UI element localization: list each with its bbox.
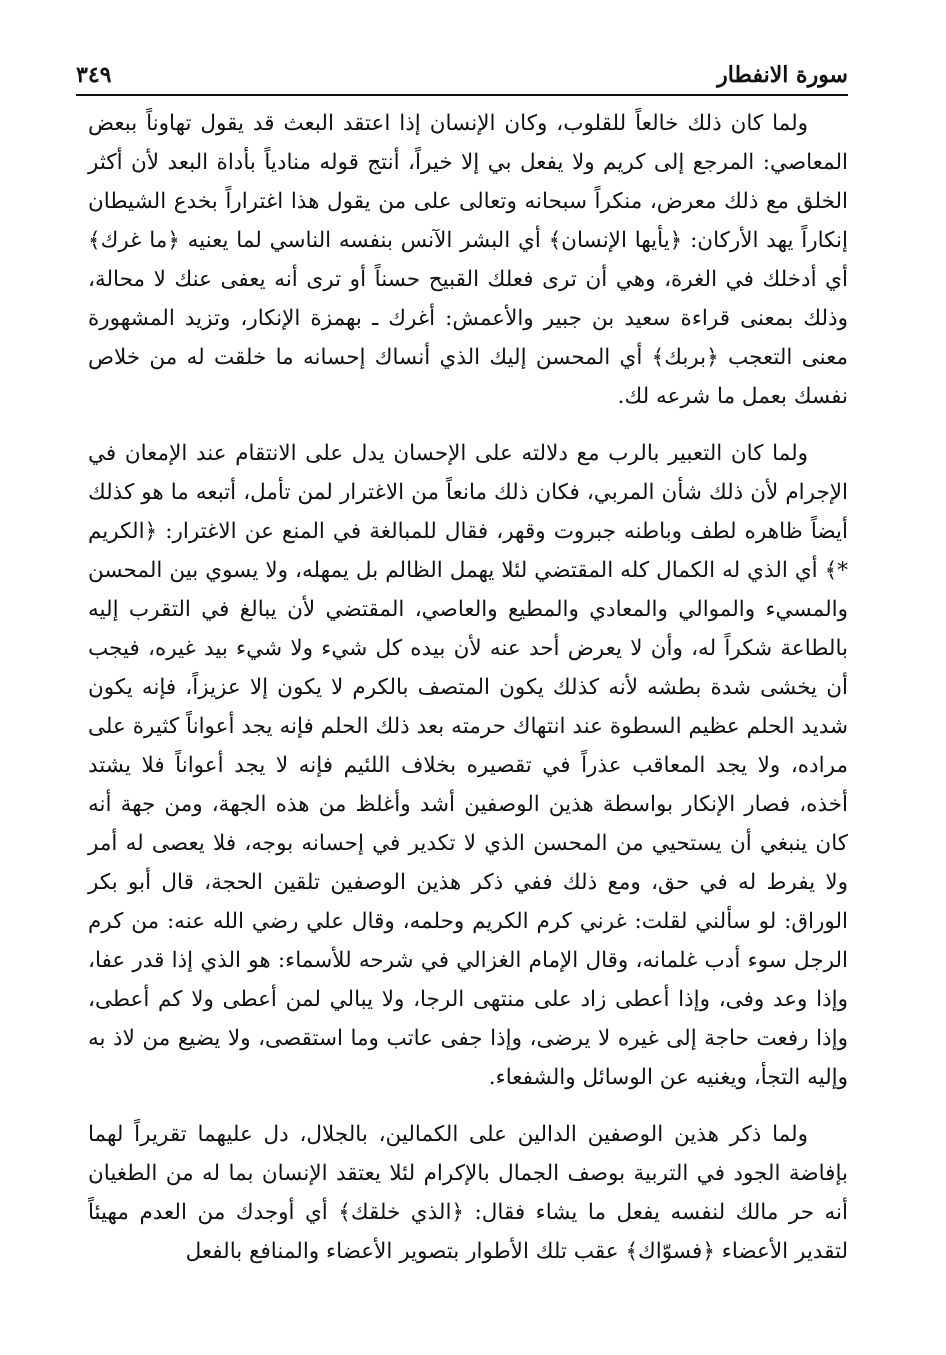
paragraph: ولما كان ذلك خالعاً للقلوب، وكان الإنسان إذا اعتقد البعث قد يقول تهاوناً ببعض المعاصي: المرجع إلى كريم ولا يفعل بي إلا خيراً، أنتج قوله منادياً بأداة البعد لأن أكثر الخلق مع ذلك معرض، منكراً سبحانه وتعالى على من يقول هذا اغتراراً بخدع الشيطان إنكاراً يهد الأركان: ﴿يأيها الإنسان﴾ أي البشر الآنس بنفسه الناسي لما يعنيه ﴿ما غرك﴾ أي أدخلك في الغرة، وهي أن ترى فعلك القبيح حسناً أو ترى أنه يعفى عنك لا محالة، وذلك بمعنى قراءة سعيد بن جبير والأعمش: أغرك ـ بهمزة الإنكار، وتزيد المشهورة معنى التعجب ﴿بربك﴾ أي المحسن إليك الذي أنساك إحسانه ما خلقت له من خلاص نفسك بعمل ما شرعه لك.	[88, 111, 848, 409]
body-text	[88, 104, 848, 1271]
surah-title: سورة الانفطار	[717, 62, 848, 88]
header-rule	[76, 94, 848, 96]
paragraph: ولما كان التعبير بالرب مع دلالته على الإحسان يدل على الانتقام عند الإمعان في الإجرام لأن ذلك شأن المربي، فكان ذلك مانعاً من الاغترار لمن تأمل، أتبعه ما هو كذلك أيضاً ظاهره لطف وباطنه جبروت وقهر، فقال للمبالغة في المنع عن الاغترار: ﴿الكريم *﴾ أي الذي له الكمال كله المقتضي لئلا يهمل الظالم بل يمهله، ولا يسوي بين المحسن والمسيء والموالي والمعادي والمطيع والعاصي، المقتضي لأن يبالغ في التقرب إليه بالطاعة شكراً له، وأن لا يعرض أحد عنه لأن بيده كل شيء ولا شيء بيد غيره، فيجب أن يخشى شدة بطشه لأنه كذلك يكون المتصف بالكرم لا يكون إلا عزيزاً، فإنه يكون شديد الحلم عظيم السطوة عند انتهاك حرمته بعد ذلك الحلم فإنه يجد أعواناً كثيرة على مراده، ولا يجد المعاقب عذراً في تقصيره بخلاف اللئيم فإنه لا يجد أعواناً فلا يشتد أخذه، فصار الإنكار بواسطة هذين الوصفين أشد وأغلظ من هذه الجهة، ومن جهة أنه كان ينبغي أن يستحيي من المحسن الذي لا تكدير في إحسانه بوجه، فلا يعصى له أمر ولا يفرط له في حق، ومع ذلك ففي ذكر هذين الوصفين تلقين الحجة، قال أبو بكر الوراق: لو سألني لقلت: غرني كرم الكريم وحلمه، وقال علي رضي الله عنه: من كرم الرجل سوء أدب غلمانه، وقال الإمام الغزالي في شرحه للأسماء: هو الذي إذا قدر عفا، وإذا وعد وفى، وإذا أعطى زاد على منتهى الرجا، ولا يبالي لمن أعطى ولا كم أعطى، وإذا رفعت حاجة إلى غيره لا يرضى، وإذا جفى عاتب وما استقصى، ولا يضيع من لاذ به وإليه التجأ، ويغنيه عن الوسائل والشفعاء.	[88, 441, 848, 1090]
page-number: ٣٤٩	[76, 62, 112, 88]
paragraph: ولما ذكر هذين الوصفين الدالين على الكمالين، بالجلال، دل عليهما تقريراً لهما بإفاضة الجود في التربية بوصف الجمال بالإكرام لئلا يعتقد الإنسان بما له من الطغيان أنه حر مالك لنفسه يفعل ما يشاء فقال: ﴿الذي خلقك﴾ أي أوجدك من العدم مهيئاً لتقدير الأعضاء ﴿فسوّاك﴾ عقب تلك الأطوار بتصوير الأعضاء والمنافع بالفعل	[88, 1122, 848, 1264]
page-header	[76, 58, 848, 92]
